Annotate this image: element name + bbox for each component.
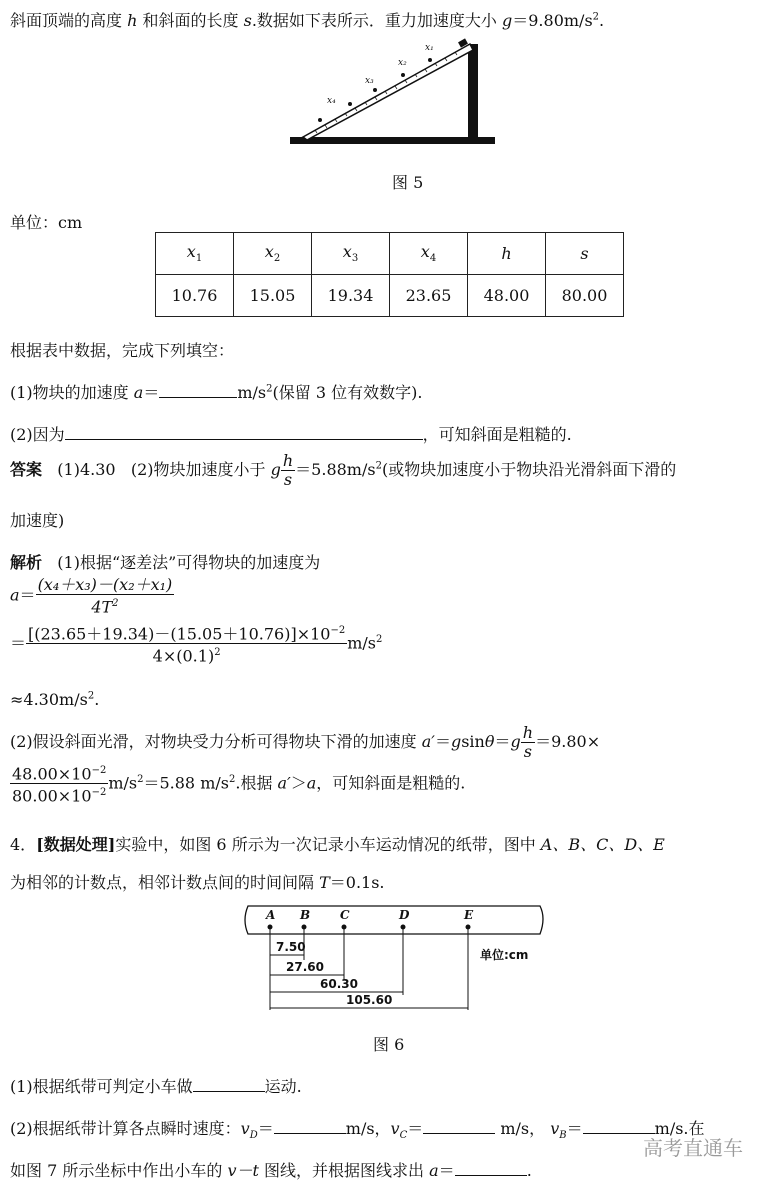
incline-ruler (303, 44, 473, 140)
distance-AB: 7.50 (276, 940, 306, 954)
table-row (156, 275, 624, 317)
answer-blank[interactable] (193, 1077, 265, 1092)
question-4-line-2: 为相邻的计数点，相邻计数点间的时间间隔 T＝0.1s. (10, 873, 385, 892)
instruction: 根据表中数据，完成下列填空： (10, 341, 235, 360)
intro-text: 和斜面的长度 (137, 11, 244, 30)
table-cell: 48.00 (468, 275, 546, 317)
question-4-3: 如图 7 所示坐标中作出小车的 v－t 图线，并根据图线求出 a＝ . (10, 1161, 532, 1180)
label-x3: x₃ (365, 76, 374, 86)
g-value: ＝9.80m/s (512, 11, 593, 30)
table-header-cell: h (468, 233, 546, 275)
fraction: $\frac{h}{s}$ (522, 723, 534, 761)
unit-label: 单位：cm (10, 213, 83, 232)
question-4-line-1: 4．[数据处理]实验中，如图 6 所示为一次记录小车运动情况的纸带，图中 A、B、C、D、E (10, 835, 665, 854)
var-s: s (243, 11, 252, 30)
intro-text: 斜面顶端的高度 (10, 11, 128, 30)
distance-AD: 60.30 (320, 977, 358, 991)
point-B: B (300, 908, 311, 922)
distance-AE: 105.60 (346, 993, 393, 1007)
table-cell: 80.00 (546, 275, 624, 317)
analysis-line-1: 解析 (1)根据“逐差法”可得物块的加速度为 (10, 553, 321, 572)
tape-dots (318, 58, 432, 122)
figure-5-caption: 图 5 (392, 173, 424, 192)
table-header-cell: $x_2$ (234, 233, 312, 275)
answer-blank[interactable] (274, 1119, 346, 1134)
table-cell: 10.76 (156, 275, 234, 317)
figure-5-incline (285, 30, 500, 150)
table-cell: 15.05 (234, 275, 312, 317)
figure-6-tape (240, 900, 550, 1020)
question-2: (2)因为 ，可知斜面是粗糙的. (10, 425, 572, 444)
analysis-formula-2: ＝ $\frac{[(23.65+19.34)-(15.05+10.76)]\times 10^{-2}}{4\times(0.1)^2}$ $m/s^2$ (10, 622, 382, 666)
intro-line (10, 8, 604, 31)
label-x4: x₄ (327, 96, 336, 106)
answer-blank[interactable] (423, 1119, 495, 1134)
figure-6-caption: 图 6 (373, 1035, 405, 1054)
table-header-cell: $x_3$ (312, 233, 390, 275)
intro-text: .数据如下表所示．重力加速度大小 (251, 11, 502, 30)
fraction: $\frac{\text{(x₄＋x₃)－(x₂＋x₁)}}{4T^2}$ (37, 575, 173, 617)
watermark: 高考直通车 (643, 1136, 743, 1160)
fraction: $\frac{[(23.65+19.34)-(15.05+10.76)]\times 10^{-2}}{4\times(0.1)^2}$ (26, 622, 347, 666)
point-A: A (266, 908, 276, 922)
analysis-line-2: (2)假设斜面光滑，对物块受力分析可得物块下滑的加速度 a′＝gsinθ＝g $\frac{h}{s}$ ＝9.80× (10, 723, 601, 761)
point-C: C (340, 908, 350, 922)
point-D: D (399, 908, 410, 922)
table-header-cell: s (546, 233, 624, 275)
answer-line: 答案 (1)4.30 (2)物块加速度小于 g $\frac{h}{s}$ $=5.88m/s^2$(或物块加速度小于物块沿光滑斜面下滑的 (10, 451, 677, 489)
label-x1: x₁ (425, 43, 434, 53)
analysis-formula-1: a＝ $\frac{\text{(x₄＋x₃)－(x₂＋x₁)}}{4T^2}$ (10, 575, 173, 617)
table-cell: 23.65 (390, 275, 468, 317)
var-g: g (502, 11, 513, 30)
analysis-label: 解析 (10, 553, 43, 572)
var-h: h (127, 11, 138, 30)
question-4-1: (1)根据纸带可判定小车做 运动. (10, 1077, 302, 1096)
fraction: $\frac{48.00\times 10^{-2}}{80.00\times 10^{-2}}$ (10, 762, 108, 806)
answer-line-2: 加速度) (10, 511, 65, 530)
distance-AC: 27.60 (286, 960, 324, 974)
answer-blank[interactable] (65, 425, 423, 440)
point-E: E (464, 908, 474, 922)
question-4-2: (2)根据纸带计算各点瞬时速度：$v_D= m/s$，$v_C= m/s$， $v_B= m/s$.在 (10, 1119, 705, 1142)
answer-blank[interactable] (455, 1161, 527, 1176)
table-header-cell: $x_1$ (156, 233, 234, 275)
tape-outline (245, 906, 543, 934)
unit-cm: 单位:cm (480, 948, 529, 962)
sup: 2 (592, 11, 600, 23)
question-1: (1)物块的加速度 $a= m/s^2$(保留 3 位有效数字). (10, 383, 423, 402)
label-x2: x₂ (398, 58, 407, 68)
analysis-line-3: $\frac{48.00\times 10^{-2}}{80.00\times 10^{-2}}$ $m/s^2=5.88$ $m/s^2$.根据 a′＞a，可知斜面是粗糙的. (10, 762, 465, 806)
fraction: $\frac{h}{s}$ (282, 451, 294, 489)
table-header-cell: $x_4$ (390, 233, 468, 275)
ruler-ticks (315, 52, 457, 133)
analysis-approx: $\approx 4.30m/s^2$. (10, 690, 100, 709)
table-header-row (156, 233, 624, 275)
period: . (599, 11, 605, 30)
vertical-post (468, 44, 478, 140)
data-table (155, 232, 624, 317)
answer-blank[interactable] (159, 383, 237, 398)
base-bar (290, 137, 495, 144)
question-tag: [数据处理] (36, 835, 116, 854)
answer-label: 答案 (10, 460, 43, 479)
table-cell: 19.34 (312, 275, 390, 317)
